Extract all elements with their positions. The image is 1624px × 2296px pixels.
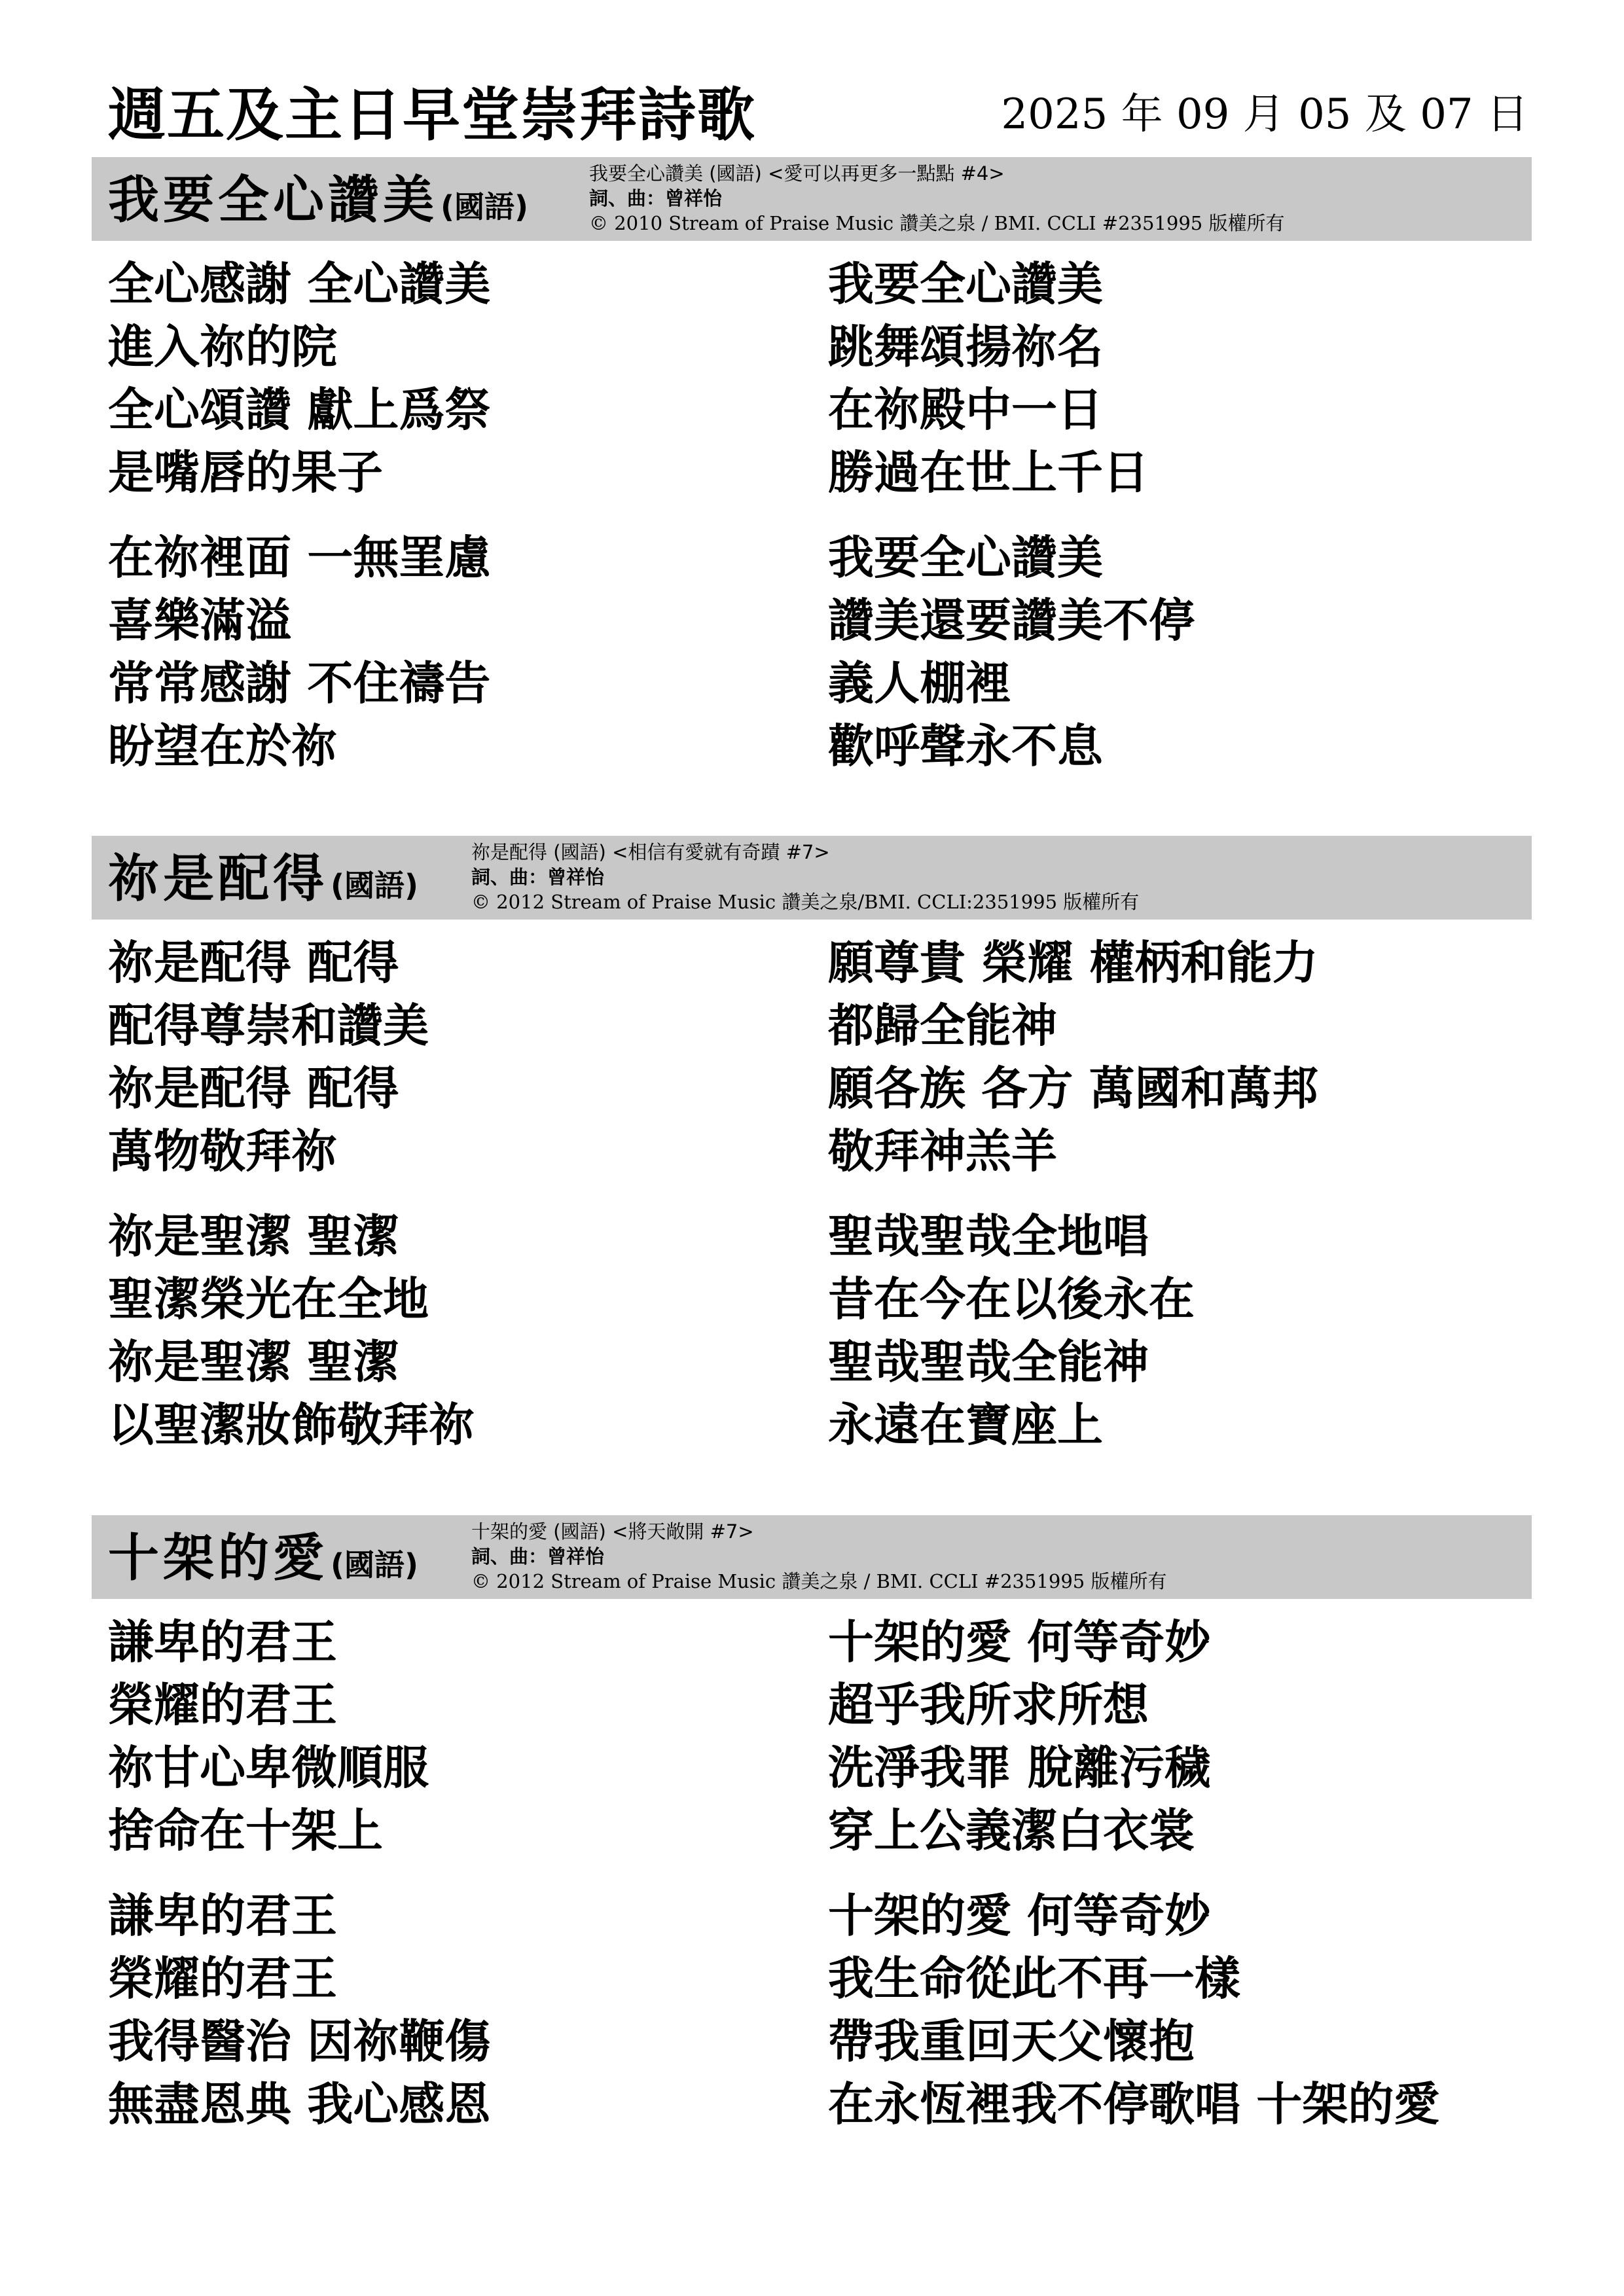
lyric-line: 我生命從此不再一樣 xyxy=(828,1952,1240,2005)
service-date: 2025 年 09 月 05 及 07 日 xyxy=(1001,90,1528,139)
lyric-line: 義人棚裡 xyxy=(828,656,1011,710)
song-copyright: © 2012 Stream of Praise Music 讚美之泉 / BMI. CCLI #2351995 版權所有 xyxy=(471,1570,1167,1592)
lyric-line: 祢是配得 配得 xyxy=(108,936,399,990)
song-source: 祢是配得 (國語) <相信有愛就有奇蹟 #7> xyxy=(471,841,830,863)
lyric-line: 超乎我所求所想 xyxy=(828,1678,1149,1732)
song-writer: 詞、曲：曾祥怡 xyxy=(471,1545,605,1568)
song-source: 十架的愛 (國語) <將天敞開 #7> xyxy=(471,1520,754,1543)
lyric-line: 在祢殿中一日 xyxy=(828,383,1103,437)
lyric-line: 配得尊崇和讚美 xyxy=(108,999,429,1052)
lyric-line: 進入祢的院 xyxy=(108,320,337,374)
lyric-line: 喜樂滿溢 xyxy=(108,594,291,647)
song-language: (國語) xyxy=(331,1547,419,1583)
lyric-line: 我要全心讚美 xyxy=(828,257,1103,311)
lyric-line: 十架的愛 何等奇妙 xyxy=(828,1889,1211,1943)
lyric-line: 洗淨我罪 脫離污穢 xyxy=(828,1741,1211,1795)
lyric-line: 聖潔榮光在全地 xyxy=(108,1272,429,1326)
song-section xyxy=(92,157,1532,796)
lyric-line: 常常感謝 不住禱告 xyxy=(108,656,491,710)
lyric-line: 聖哉聖哉全能神 xyxy=(828,1335,1149,1389)
lyric-line: 歡呼聲永不息 xyxy=(828,719,1103,773)
lyric-line: 十架的愛 何等奇妙 xyxy=(828,1615,1211,1669)
stanza xyxy=(108,931,828,1183)
page-title: 週五及主日早堂崇拜詩歌 xyxy=(108,81,757,149)
song-title-bar xyxy=(92,1515,1532,1599)
stanza xyxy=(108,1205,828,1456)
lyric-line: 勝過在世上千日 xyxy=(828,446,1149,499)
lyrics-right-column xyxy=(828,931,1548,1479)
stanza xyxy=(108,253,828,504)
lyrics xyxy=(92,931,1532,1475)
stanza xyxy=(108,526,828,778)
lyric-line: 我得醫治 因祢鞭傷 xyxy=(108,2015,491,2068)
lyric-line: 聖哉聖哉全地唱 xyxy=(828,1210,1149,1263)
lyric-line: 全心頌讚 獻上爲祭 xyxy=(108,383,491,437)
stanza xyxy=(828,931,1548,1183)
song-language: (國語) xyxy=(331,868,419,903)
song-writer: 詞、曲：曾祥怡 xyxy=(589,187,723,209)
stanza xyxy=(828,253,1548,504)
stanza xyxy=(108,1611,828,1862)
song-credits xyxy=(471,840,1139,914)
stanza xyxy=(108,1884,828,2136)
lyric-line: 以聖潔妝飾敬拜祢 xyxy=(108,1398,475,1452)
song-section xyxy=(92,836,1532,1475)
stanza xyxy=(828,526,1548,778)
song-source: 我要全心讚美 (國語) <愛可以再更多一點點 #4> xyxy=(589,162,1005,185)
lyric-line: 跳舞頌揚祢名 xyxy=(828,320,1103,374)
song-credits xyxy=(471,1519,1166,1594)
lyric-line: 在永恆裡我不停歌唱 十架的愛 xyxy=(828,2077,1440,2131)
song-section xyxy=(92,1515,1532,2154)
lyric-line: 都歸全能神 xyxy=(828,999,1057,1052)
lyric-line: 祢是聖潔 聖潔 xyxy=(108,1210,399,1263)
lyric-line: 祢甘心卑微順服 xyxy=(108,1741,429,1795)
song-title xyxy=(108,166,528,241)
lyrics-left-column xyxy=(108,931,828,1479)
lyric-line: 祢是聖潔 聖潔 xyxy=(108,1335,399,1389)
lyric-line: 讚美還要讚美不停 xyxy=(828,594,1195,647)
song-copyright: © 2012 Stream of Praise Music 讚美之泉/BMI. CCLI:2351995 版權所有 xyxy=(471,891,1140,913)
lyric-line: 謙卑的君王 xyxy=(108,1615,337,1669)
lyric-line: 願各族 各方 萬國和萬邦 xyxy=(828,1062,1318,1115)
song-title-bar xyxy=(92,157,1532,241)
lyrics xyxy=(92,1611,1532,2154)
stanza xyxy=(828,1611,1548,1862)
lyrics-right-column xyxy=(828,253,1548,800)
lyric-line: 敬拜神羔羊 xyxy=(828,1124,1057,1178)
lyric-line: 在祢裡面 一無罣慮 xyxy=(108,531,491,584)
song-writer: 詞、曲：曾祥怡 xyxy=(471,866,605,888)
lyric-line: 萬物敬拜祢 xyxy=(108,1124,337,1178)
song-title-bar xyxy=(92,836,1532,920)
lyric-line: 祢是配得 配得 xyxy=(108,1062,399,1115)
stanza xyxy=(828,1205,1548,1456)
lyric-line: 帶我重回天父懷抱 xyxy=(828,2015,1195,2068)
lyric-line: 願尊貴 榮耀 權柄和能力 xyxy=(828,936,1318,990)
lyric-line: 謙卑的君王 xyxy=(108,1889,337,1943)
stanza xyxy=(828,1884,1548,2136)
lyric-line: 是嘴唇的果子 xyxy=(108,446,383,499)
lyric-line: 捨命在十架上 xyxy=(108,1804,383,1857)
song-language: (國語) xyxy=(441,189,529,224)
song-copyright: © 2010 Stream of Praise Music 讚美之泉 / BMI. CCLI #2351995 版權所有 xyxy=(589,212,1285,234)
song-title xyxy=(108,845,418,920)
lyrics-left-column xyxy=(108,253,828,800)
lyric-line: 榮耀的君王 xyxy=(108,1678,337,1732)
song-title xyxy=(108,1524,418,1599)
song-title-text: 祢是配得 xyxy=(108,850,329,908)
lyric-line: 榮耀的君王 xyxy=(108,1952,337,2005)
lyrics-left-column xyxy=(108,1611,828,2158)
song-title-text: 十架的愛 xyxy=(108,1529,329,1588)
lyric-line: 昔在今在以後永在 xyxy=(828,1272,1195,1326)
lyric-line: 全心感謝 全心讚美 xyxy=(108,257,491,311)
lyric-line: 無盡恩典 我心感恩 xyxy=(108,2077,491,2131)
song-credits xyxy=(589,161,1284,236)
lyric-line: 盼望在於祢 xyxy=(108,719,337,773)
lyric-line: 我要全心讚美 xyxy=(828,531,1103,584)
lyric-line: 穿上公義潔白衣裳 xyxy=(828,1804,1195,1857)
lyric-line: 永遠在寶座上 xyxy=(828,1398,1103,1452)
lyrics-right-column xyxy=(828,1611,1548,2158)
song-title-text: 我要全心讚美 xyxy=(108,171,439,230)
page-header xyxy=(108,79,1528,151)
lyrics xyxy=(92,253,1532,796)
